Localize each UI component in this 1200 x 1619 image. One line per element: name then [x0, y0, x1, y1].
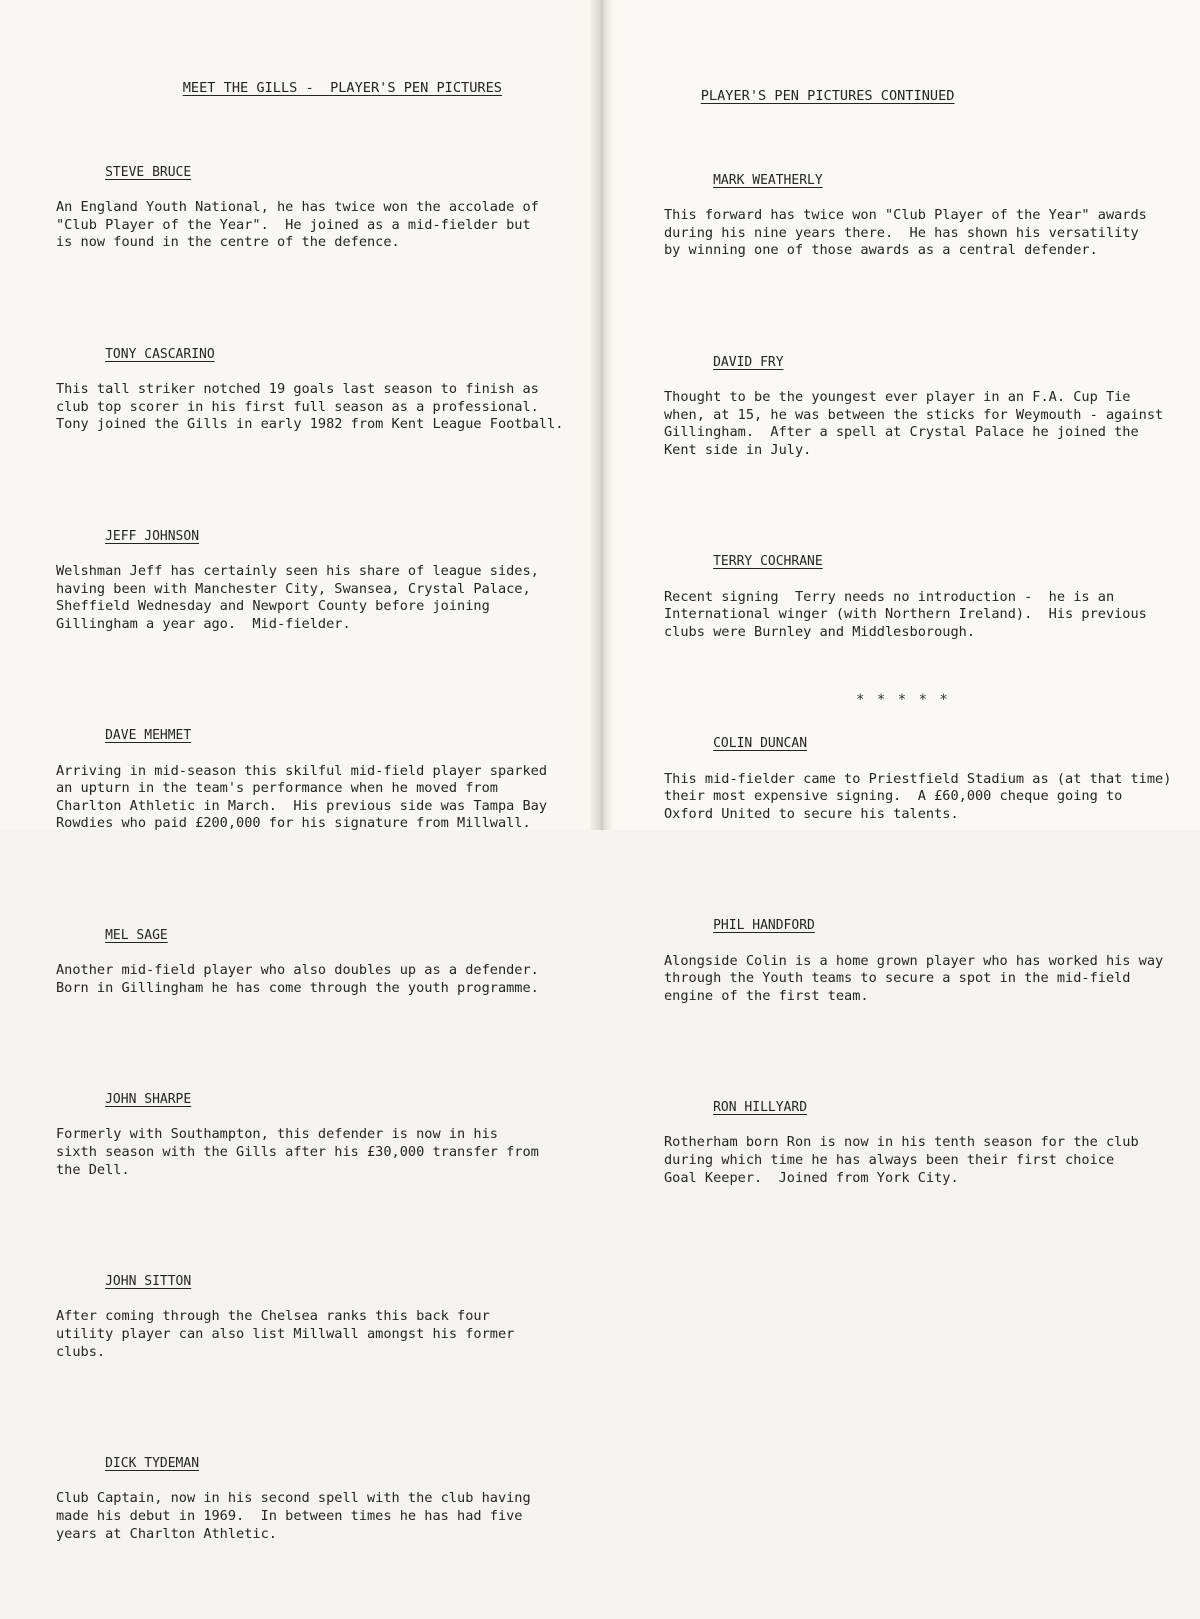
- right-page-title: PLAYER'S PEN PICTURES CONTINUED: [700, 87, 955, 104]
- player-entry: [664, 900, 1171, 1041]
- player-name: MEL SAGE: [105, 927, 168, 943]
- player-name: TONY CASCARINO: [105, 346, 215, 362]
- end-of-section-mark: * * * * *: [856, 692, 950, 708]
- page-gutter: [590, 0, 612, 830]
- player-description: Recent signing Terry needs no introduction - he is an International winger (with Northern Ireland). His previous clubs were Burnley and Middlesborough.: [664, 588, 1147, 640]
- player-name: DAVE MEHMET: [105, 728, 192, 744]
- player-name: RON HILLYARD: [713, 1100, 808, 1116]
- player-description: Club Captain, now in his second spell with the club having made his debut in 1969. In between times he has had five years at Charlton Athletic.: [56, 1490, 531, 1542]
- player-entry: [56, 1074, 563, 1215]
- player-name: PHIL HANDFORD: [713, 918, 815, 934]
- player-entry: [664, 336, 1171, 494]
- player-name: DICK TYDEMAN: [105, 1456, 200, 1472]
- player-name: COLIN DUNCAN: [713, 736, 808, 752]
- player-entry: [56, 909, 563, 1032]
- player-entry: [664, 154, 1171, 295]
- player-entry: [56, 146, 563, 287]
- player-name: STEVE BRUCE: [105, 164, 192, 180]
- player-description: Alongside Colin is a home grown player who has worked his way through the Youth teams to secure a spot in the mid-field engine of the first team.: [664, 952, 1164, 1004]
- player-name: JOHN SITTON: [105, 1274, 192, 1290]
- player-entry: [56, 328, 563, 469]
- player-entry: [664, 1082, 1171, 1223]
- player-entry: [56, 1256, 563, 1397]
- player-entry: [56, 510, 563, 668]
- player-entry: [664, 536, 1171, 677]
- player-name: JOHN SHARPE: [105, 1092, 192, 1108]
- player-name: MARK WEATHERLY: [713, 172, 823, 188]
- player-description: Formerly with Southampton, this defender is now in his sixth season with the Gills after his £30,000 transfer from the Dell.: [56, 1126, 539, 1178]
- player-description: Arriving in mid-season this skilful mid-field player sparked an upturn in the team's performance when he moved from Charlton Athletic in March. His previous side was Tampa Bay Rowdies who paid £200,000 for his signature from Millwall.: [56, 762, 548, 832]
- player-entry: [664, 718, 1171, 859]
- player-entry: [56, 710, 563, 868]
- player-description: Thought to be the youngest ever player in an F.A. Cup Tie when, at 15, he was between the sticks for Weymouth - against Gillingham. After a spell at Crystal Palace he joined the Kent side in July.: [664, 389, 1164, 458]
- left-column: [56, 62, 563, 1619]
- player-description: Rotherham born Ron is now in his tenth season for the club during which time he has always been their first choice Goal Keeper. Joined from York City.: [664, 1134, 1139, 1186]
- right-column: [664, 70, 1171, 1264]
- player-description: This tall striker notched 19 goals last season to finish as club top scorer in his first full season as a professional. Tony joined the Gills in early 1982 from Kent League Football.: [56, 381, 564, 433]
- player-description: An England Youth National, he has twice won the accolade of "Club Player of the Year". He joined as a mid-fielder but is now found in the centre of the defence.: [56, 199, 539, 251]
- player-description: Welshman Jeff has certainly seen his share of league sides, having been with Manchester City, Swansea, Crystal Palace, Sheffield Wednesday and Newport County before joining Gillingham a year ago. Mid-fielder.: [56, 563, 539, 632]
- player-description: This mid-fielder came to Priestfield Stadium as (at that time) their most expensive signing. A £60,000 cheque going to Oxford United to secure his talents.: [664, 770, 1172, 822]
- player-name: TERRY COCHRANE: [713, 554, 823, 570]
- player-description: After coming through the Chelsea ranks this back four utility player can also list Millwall amongst his former clubs.: [56, 1308, 515, 1360]
- player-name: JEFF JOHNSON: [105, 528, 200, 544]
- player-entry: [56, 1438, 563, 1579]
- player-description: This forward has twice won "Club Player of the Year" awards during his nine years there. He has shown his versatility by winning one of those awards as a central defender.: [664, 207, 1147, 259]
- player-description: Another mid-field player who also doubles up as a defender. Born in Gillingham he has come through the youth programme.: [56, 962, 539, 996]
- left-page-title: MEET THE GILLS - PLAYER'S PEN PICTURES: [182, 79, 502, 96]
- player-name: DAVID FRY: [713, 354, 784, 370]
